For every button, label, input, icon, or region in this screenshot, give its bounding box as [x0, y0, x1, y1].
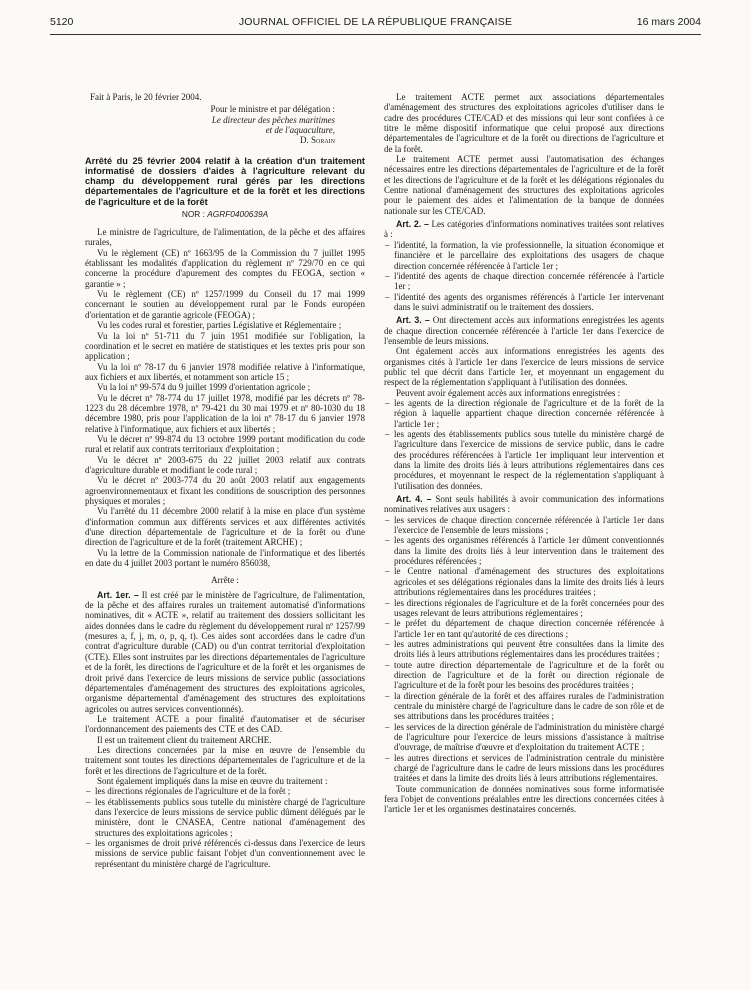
- list-item: – les services de la direction générale de l'administration du ministère chargé de l'agriculture pour l'exercice de leurs missions d'assistance à maîtrise d'ouvrage, de maîtrise d'œuvre et d'exploitation du traitement ACTE ;: [384, 722, 664, 753]
- visas-block: [85, 227, 365, 568]
- article-1-paragraph: Sont également impliqués dans la mise en œuvre du traitement :: [97, 775, 328, 786]
- list-item: – les agents des établissements publics sous tutelle du ministère chargé de l'agriculture dans l'exercice de missions de service public, dans le cadre des procédures référencées à l'article 1er impliquant leur intervention et dans la limite des droits liés à leurs attributions réglementaires dans ces procédures, et moyennant le respect de la réglementation s'appliquant à l'utilisation des données.: [384, 429, 664, 491]
- list-item: – les organismes de droit privé référencés ci-dessus dans l'exercice de leurs missions de service public faisant l'objet d'un conventionnement avec le représentant du ministère chargé de l'agriculture.: [85, 838, 365, 869]
- list-item: – l'identité, la formation, la vie professionnelle, la situation économique et financière et le parcellaire des exploitations des usagers de chaque direction concernée référencée à l'article 1er ;: [384, 240, 664, 271]
- list-item: – toute autre direction départementale de l'agriculture et de la forêt ou direction de l'agriculture et de la forêt ou direction régionale de l'agriculture et de la forêt pour les besoins des procédures traitées ;: [384, 660, 664, 691]
- article-3-list: [384, 398, 664, 491]
- article-1-paragraph: Le traitement ACTE a pour finalité d'automatiser et de sécuriser l'ordonnancement des paiements des CTE et des CAD.: [85, 713, 365, 735]
- list-item: – les agents des organismes référencés à l'article 1er dûment conventionnés dans la limite des droits liés à leur intervention dans le traitement des procédures référencées ;: [384, 535, 664, 566]
- article-1-list: [85, 786, 365, 869]
- right-top-paragraphs: [384, 92, 664, 216]
- list-item: – l'identité des agents de chaque direction concernée référencée à l'article 1er ;: [384, 271, 664, 292]
- visa-paragraph: Vu l'arrêté du 11 décembre 2000 relatif à la mise en place d'un système d'information commun aux différents services et aux différentes activités d'une direction départementale de l'agriculture et de la forêt ou d'une direction de l'agriculture et de la forêt (traitement ARCHE) ;: [85, 506, 365, 548]
- article-3: Art. 3. – Ont directement accès aux informations enregistrées les agents de chaque direction concernée référencée à l'article 1er dans l'exercice de l'ensemble de leurs missions.: [384, 315, 664, 346]
- signature-line-3: et de l'aquaculture,: [265, 125, 335, 136]
- page-number: 5120: [50, 16, 74, 28]
- visa-paragraph: Vu le règlement (CE) nº 1257/1999 du Conseil du 17 mai 1999 concernant le soutien au développement rural par le Fonds européen d'orientation et de garantie agricole (FEOGA) ;: [85, 289, 365, 320]
- article-1-paragraph: Les directions concernées par la mise en œuvre de l'ensemble du traitement sont toutes les directions départementales de l'agriculture et de la forêt et les directions de l'agriculture et de la forêt.: [85, 744, 365, 776]
- signature-line-1: Pour le ministre et par délégation :: [210, 104, 335, 115]
- nor-reference: NOR : AGRF0400639A: [181, 208, 269, 219]
- article-1: Art. 1er. – Il est créé par le ministère de l'agriculture, de l'alimentation, de la pêche et des affaires rurales un traitement automatisé d'informations nominatives, dit « ACTE », relatif au traitement des dossiers sollicitant les aides données dans le cadre du règlement du développement rural nº 1257/99 (mesures a, f, j, m, o, p, q, t). Ces aides sont accordées dans le cadre d'un contrat d'agriculture durable (CAD) ou d'un contrat territorial d'exploitation (CTE). Elles sont instruites par les directions départementales de l'agriculture et de la forêt, les directions de l'agriculture et de la forêt et les organismes de droit privé dans l'exercice de leurs missions de service public (associations départementales d'aménagement des structures des exploitations agricoles, organisme départemental d'aménagement des structures des exploitations agricoles ou autres services conventionnés).: [85, 589, 366, 714]
- page-header: [50, 16, 701, 30]
- list-item: – le préfet du département de chaque direction concernée référencée à l'article 1er en tant qu'autorité de ces directions ;: [384, 618, 664, 639]
- list-item: – les agents de la direction régionale de l'agriculture et de la forêt de la région à laquelle appartient chaque direction concernée référencée à l'article 1er ;: [384, 398, 664, 429]
- article-2: Art. 2. – Les catégories d'informations nominatives traitées sont relatives à :: [384, 219, 664, 240]
- visa-paragraph: Vu le décret nº 2003-675 du 22 juillet 2003 relatif aux contrats d'agriculture durable et modifiant le code rural ;: [85, 454, 365, 475]
- article-4: Art. 4. – Sont seuls habilités à avoir communication des informations nominatives relatives aux usagers :: [384, 494, 664, 515]
- body-paragraph: Le traitement ACTE permet aussi l'automatisation des échanges nécessaires entre les directions départementales de l'agriculture et de la forêt et les directions de l'agriculture et de la forêt et les délégations régionales du Centre national d'aménagement des structures des exploitations agricoles pour le paiement des aides et l'alimentation de la banque de données nationale sur les CTE/CAD.: [384, 154, 664, 216]
- article-4-list: [384, 515, 664, 784]
- list-item: – les directions régionales de l'agriculture et de la forêt concernées pour des usages relevant de leurs attributions réglementaires ;: [384, 598, 664, 619]
- visa-paragraph: Vu le décret nº 2003-774 du 20 août 2003 relatif aux engagements agroenvironnementaux et fixant les conditions de souscription des personnes physiques et morales ;: [85, 475, 365, 507]
- signature-line-2: Le directeur des pêches maritimes: [211, 114, 335, 125]
- article-3-paragraph: Ont également accès aux informations enregistrées les agents des organismes cités à l'article 1er dans l'exercice de leurs missions de service public tel que décrit dans l'article 1er, et moyennant un engagement du respect de la réglementation s'appliquant à l'utilisation des données.: [384, 346, 664, 388]
- list-item: – les autres directions et services de l'administration centrale du ministère chargé de l'agriculture dans le cadre de leurs missions dans les procédures traitées et dans la limite des droits liés à leurs attributions réglementaires.: [384, 753, 664, 784]
- visa-paragraph: Vu le règlement (CE) nº 1663/95 de la Commission du 7 juillet 1995 établissant les modalités d'application du règlement nº 729/70 en ce qui concerne la procédure d'apurement des comptes du FEOGA, section « garantie » ;: [85, 247, 365, 289]
- signature-block: [85, 92, 365, 146]
- list-item: – les services de chaque direction concernée référencée à l'article 1er dans l'exercice de l'ensemble de leurs missions ;: [384, 515, 664, 536]
- left-column: [85, 92, 365, 869]
- header-rule: [50, 34, 701, 35]
- right-column: [384, 92, 664, 815]
- visa-paragraph: Le ministre de l'agriculture, de l'alimentation, de la pêche et des affaires rurales,: [85, 227, 365, 248]
- article-3-paragraph: Peuvent avoir également accès aux informations enregistrées :: [396, 387, 621, 398]
- article-3-paragraphs: [384, 346, 664, 398]
- list-item: – l'identité des agents des organismes référencés à l'article 1er intervenant dans le suivi administratif ou le traitement des dossiers.: [384, 292, 664, 313]
- arrete-title: Arrêté du 25 février 2004 relatif à la création d'un traitement informatisé de dossiers d'aides à l'agriculture relevant du champ du développement rural gérés par les directions départementales de l'agriculture et de la forêt et les directions de l'agriculture et de la forêt: [85, 155, 365, 207]
- article-1-paragraphs: [85, 714, 365, 786]
- journal-title: JOURNAL OFFICIEL DE LA RÉPUBLIQUE FRANÇAISE: [238, 16, 513, 28]
- visa-paragraph: Vu la loi nº 99-574 du 9 juillet 1999 d'orientation agricole ;: [97, 382, 311, 393]
- arrete-heading: Arrête :: [211, 575, 239, 586]
- list-item: – le Centre national d'aménagement des structures des exploitations agricoles et ses délégations régionales dans la limite des droits liés à leurs attributions réglementaires dans les procédures traitées ;: [384, 566, 664, 597]
- list-item: – la direction générale de la forêt et des affaires rurales de l'administration centrale du ministère chargé de l'agriculture dans le cadre de son rôle et de ses attributions dans les procédures traitées ;: [384, 691, 664, 722]
- visa-paragraph: Vu la loi nº 51-711 du 7 juin 1951 modifiée sur l'obligation, la coordination et le secret en matière de statistiques et les textes pris pour son application ;: [85, 330, 365, 362]
- list-item: – les directions régionales de l'agriculture et de la forêt ;: [85, 786, 365, 796]
- article-4-final: Toute communication de données nominatives sous forme informatisée fera l'objet de conventions préalables entre les directions concernées citées à l'article 1er et les organismes destinataires concernés.: [384, 783, 664, 815]
- article-1-paragraph: Il est un traitement client du traitement ARCHE.: [97, 734, 272, 745]
- list-item: – les établissements publics sous tutelle du ministère chargé de l'agriculture dans l'exercice de leurs missions de service public dûment délégués par le ministère, dont le CNASEA, Centre national d'aménagement des structures des exploitations agricoles ;: [85, 797, 365, 838]
- list-item: – les autres administrations qui peuvent être consultées dans la limite des droits liés à leurs attributions réglementaires dans les procédures traitées ;: [384, 639, 664, 660]
- visa-paragraph: Vu la loi nº 78-17 du 6 janvier 1978 modifiée relative à l'informatique, aux fichiers et aux libertés, et notamment son article 15 ;: [85, 361, 365, 382]
- issue-date: 16 mars 2004: [636, 16, 701, 28]
- visa-paragraph: Vu la lettre de la Commission nationale de l'informatique et des libertés en date du 4 juillet 2003 portant le numéro 856038,: [85, 547, 365, 569]
- visa-paragraph: Vu le décret nº 99-874 du 13 octobre 1999 portant modification du code rural et relatif aux contrats territoriaux d'exploitation ;: [85, 433, 365, 455]
- visa-paragraph: Vu les codes rural et forestier, parties Législative et Réglementaire ;: [97, 320, 342, 331]
- article-2-list: [384, 240, 664, 312]
- signatory-name: D. Sorain: [299, 135, 335, 146]
- body-paragraph: Le traitement ACTE permet aux associations départementales d'aménagement des structures des exploitations agricoles d'utiliser dans le cadre des procédures CTE/CAD et des missions qui leur sont confiées à ce titre le même dispositif informatique que celui proposé aux directions départementales de l'agriculture et de la forêt ou directions de l'agriculture et de la forêt.: [384, 92, 664, 154]
- signature-place-date: Fait à Paris, le 20 février 2004.: [90, 92, 202, 102]
- visa-paragraph: Vu le décret nº 78-774 du 17 juillet 1978, modifié par les décrets nº 78-1223 du 28 décembre 1978, nº 79-421 du 30 mai 1979 et nº 80-1030 du 18 décembre 1980, pris pour l'application de la loi nº 78-17 du 6 janvier 1978 relative à l'informatique, aux fichiers et aux libertés ;: [85, 392, 365, 434]
